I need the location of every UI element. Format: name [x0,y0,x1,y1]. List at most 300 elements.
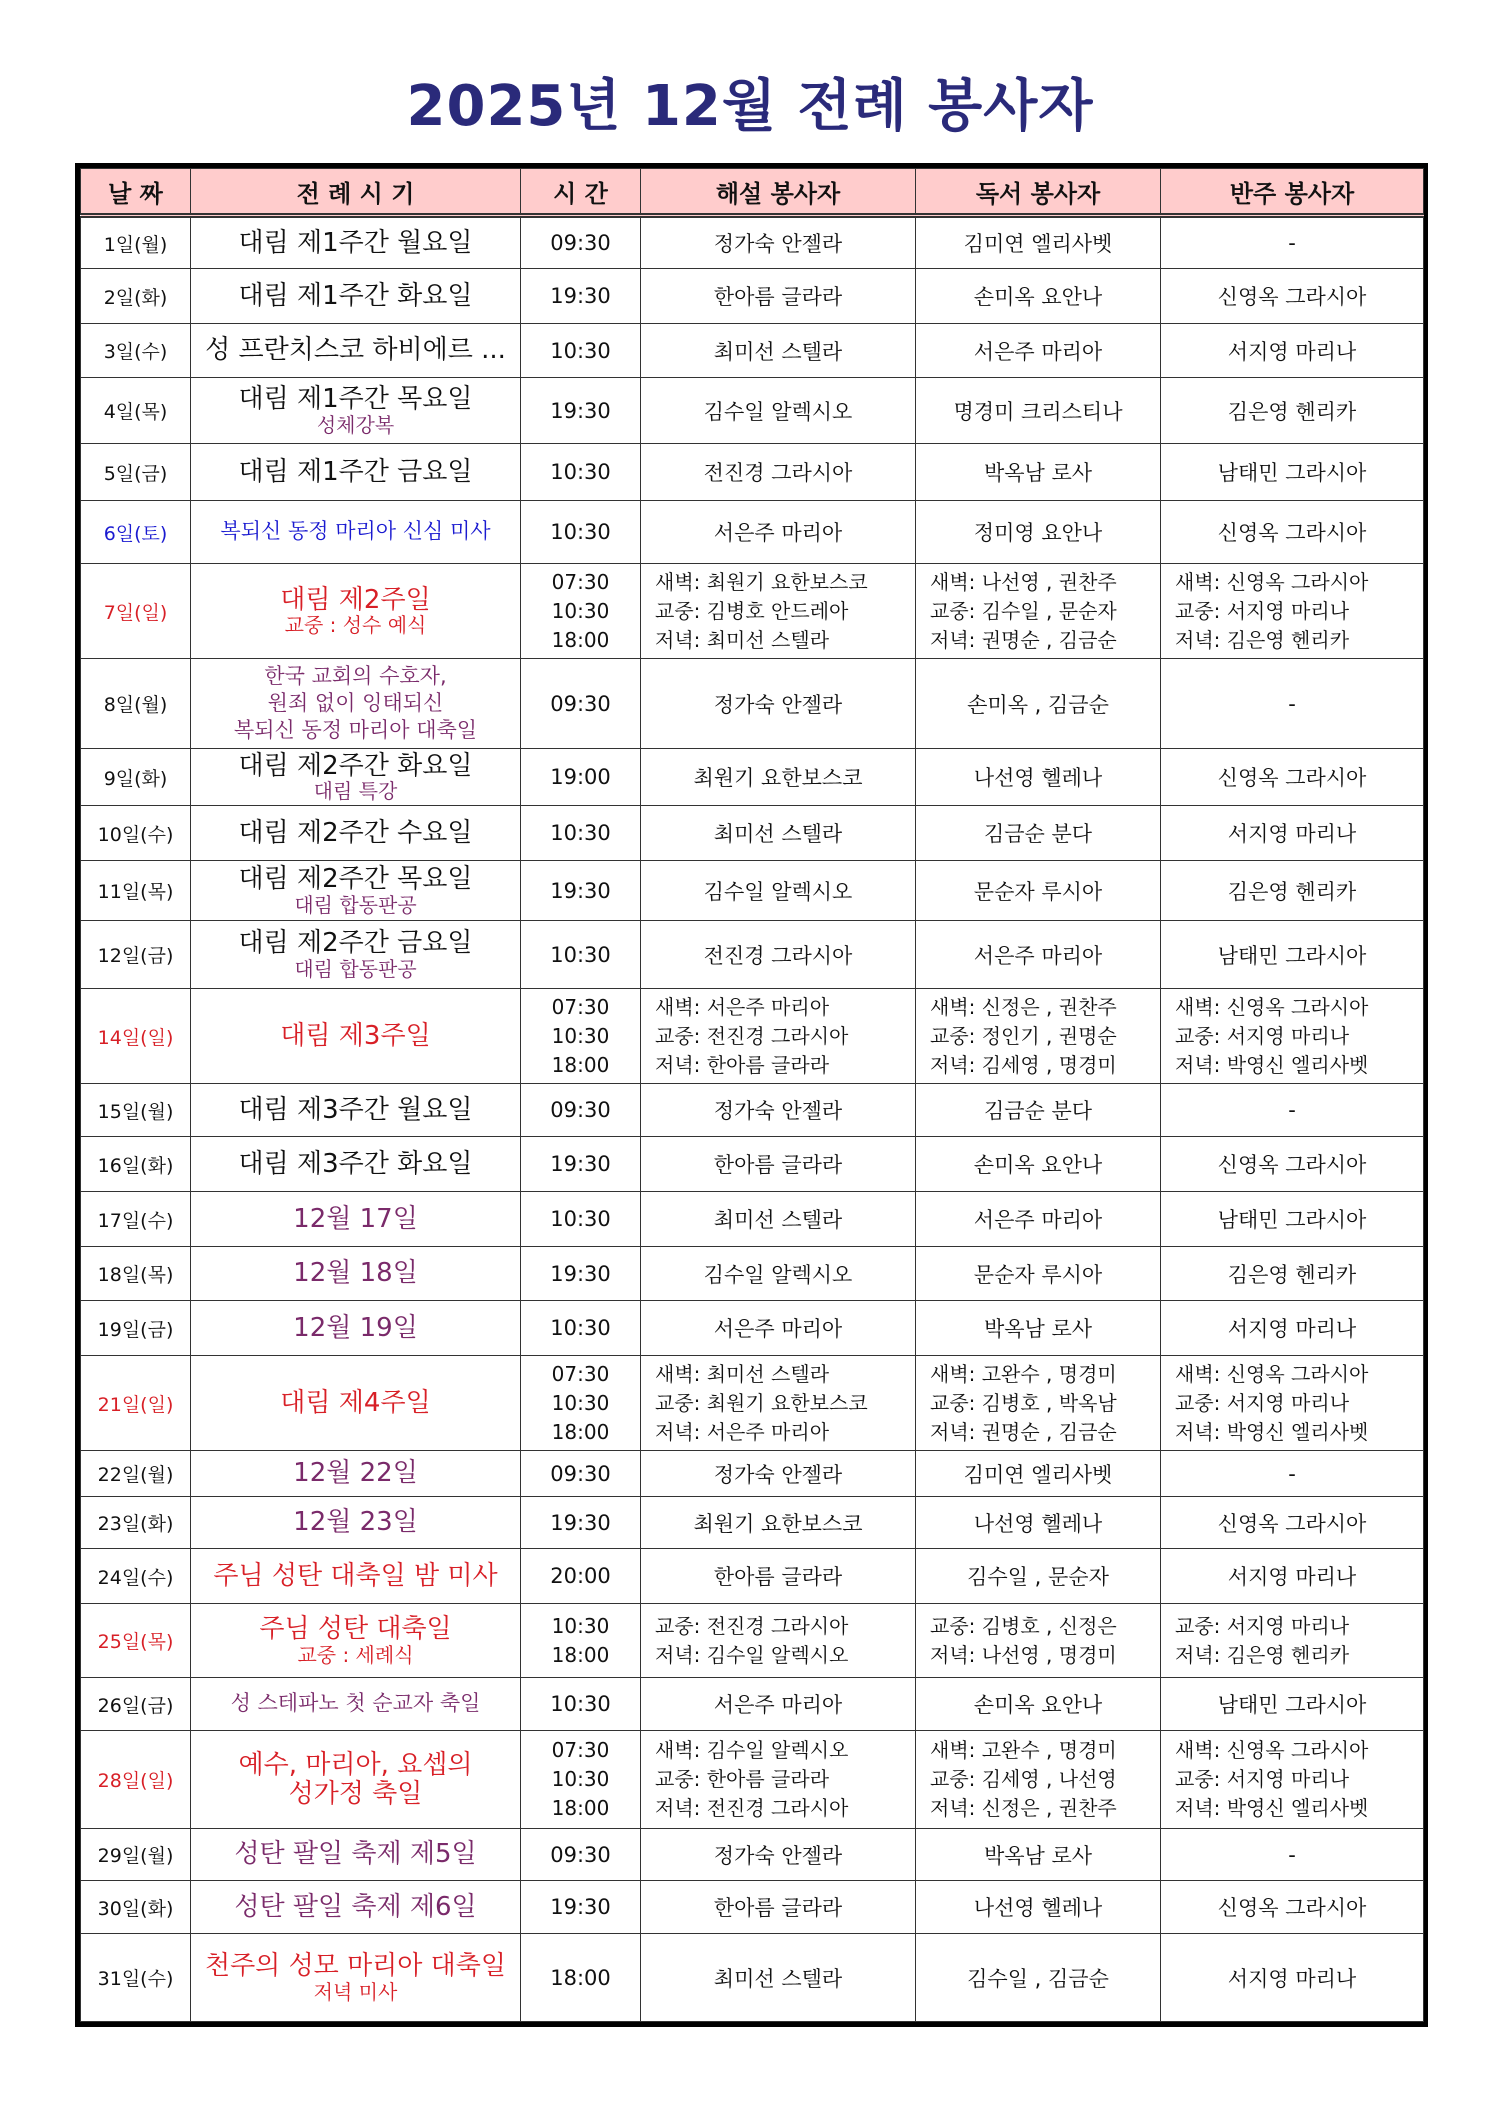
accompanist-cell [1161,989,1424,1084]
table-row [81,1829,1424,1881]
liturgy-title: 12월 18일 [293,1258,418,1289]
commentator-cell-line: 저녁: 김수일 알렉시오 [655,1642,849,1667]
accompanist-cell [1161,1356,1424,1451]
commentator-cell-line: 교중: 전진경 그라시아 [655,1613,849,1638]
commentator-cell: 서은주 마리아 [641,1678,916,1731]
time-cell: 19:30 [521,1497,641,1549]
commentator-cell-line: 저녁: 최미선 스텔라 [655,627,830,652]
reader-cell: 손미옥 요안나 [916,269,1161,324]
date-cell: 10일(수) [81,806,191,861]
commentator-cell: 전진경 그라시아 [641,921,916,989]
time-cell-line: 10:30 [551,1613,610,1638]
date-cell: 31일(수) [81,1934,191,2022]
date-cell: 26일(금) [81,1678,191,1731]
accompanist-cell: 남태민 그라시아 [1161,444,1424,501]
reader-cell-line: 저녁: 신정은 , 권찬주 [930,1796,1117,1820]
time-cell: 19:30 [521,269,641,324]
accompanist-cell: 서지영 마리나 [1161,806,1424,861]
commentator-cell: 최미선 스텔라 [641,806,916,861]
liturgy-title: 주님 성탄 대축일 밤 미사 [213,1560,498,1591]
date-cell: 8일(월) [81,659,191,749]
date-cell: 24일(수) [81,1549,191,1604]
page-title: 2025년 12월 전례 봉사자 [406,74,1094,139]
accompanist-cell-line: 새벽: 신영옥 그라시아 [1175,1738,1369,1762]
accompanist-cell: 신영옥 그라시아 [1161,501,1424,564]
reader-cell: 김미연 엘리사벳 [916,216,1161,269]
liturgy-cell [191,1192,521,1247]
reader-cell-line: 새벽: 고완수 , 명경미 [930,1361,1117,1386]
liturgy-note: 교중 : 성수 예식 [284,613,427,638]
liturgy-title: 대림 제3주간 월요일 [238,1094,473,1125]
table-row [81,1934,1424,2022]
liturgy-title: 원죄 없이 잉태되신 [267,690,444,715]
liturgy-title: 한국 교회의 수호자, [264,663,447,688]
liturgy-title: 12월 19일 [293,1312,418,1343]
liturgy-cell [191,1451,521,1497]
time-cell: 19:30 [521,1247,641,1301]
liturgy-title: 대림 제2주간 목요일 [238,864,473,895]
liturgy-title: 대림 제2주간 수요일 [238,817,473,848]
liturgy-cell [191,378,521,444]
commentator-cell: 정가숙 안젤라 [641,1084,916,1137]
time-cell: 10:30 [521,921,641,989]
liturgy-note: 대림 특강 [313,779,398,804]
time-cell-line: 07:30 [551,569,610,594]
liturgy-title: 12월 23일 [293,1507,418,1538]
time-cell: 09:30 [521,1084,641,1137]
time-cell [521,989,641,1084]
reader-cell-line: 교중: 김세영 , 나선영 [930,1767,1117,1791]
liturgy-cell [191,861,521,921]
liturgy-cell [191,1356,521,1451]
commentator-cell: 한아름 글라라 [641,269,916,324]
liturgy-title: 예수, 마리아, 요셉의 [238,1749,473,1780]
liturgy-title: 12월 17일 [293,1203,418,1234]
liturgy-cell [191,1549,521,1604]
table-row [81,1356,1424,1451]
accompanist-cell: 신영옥 그라시아 [1161,1137,1424,1192]
reader-cell: 김미연 엘리사벳 [916,1451,1161,1497]
commentator-cell-line: 저녁: 전진경 그라시아 [655,1796,849,1820]
date-cell: 28일(일) [81,1731,191,1829]
date-cell: 14일(일) [81,989,191,1084]
table-row [81,324,1424,378]
liturgy-title: 12월 22일 [293,1458,418,1489]
table-row [81,1678,1424,1731]
accompanist-cell-line: 저녁: 김은영 헨리카 [1175,627,1350,652]
liturgy-title: 천주의 성모 마리아 대축일 [204,1951,507,1982]
time-cell-line: 18:00 [551,1642,610,1667]
time-cell-line: 07:30 [551,994,610,1019]
date-cell: 3일(수) [81,324,191,378]
commentator-cell: 서은주 마리아 [641,501,916,564]
liturgy-note: 교중 : 세례식 [297,1642,414,1667]
accompanist-cell [1161,1604,1424,1678]
accompanist-cell: 김은영 헨리카 [1161,1247,1424,1301]
accompanist-cell: 김은영 헨리카 [1161,378,1424,444]
table-row [81,378,1424,444]
time-cell-line: 18:00 [551,1796,610,1820]
table-row [81,444,1424,501]
liturgy-note: 대림 합동판공 [294,892,417,917]
reader-cell: 서은주 마리아 [916,1192,1161,1247]
accompanist-cell [1161,564,1424,659]
reader-cell: 명경미 크리스티나 [916,378,1161,444]
commentator-cell [641,564,916,659]
reader-cell-line: 새벽: 나선영 , 권찬주 [930,569,1117,594]
date-cell: 4일(목) [81,378,191,444]
liturgy-note: 대림 합동판공 [294,956,417,981]
table-row [81,921,1424,989]
accompanist-cell: - [1161,216,1424,269]
accompanist-cell-line: 새벽: 신영옥 그라시아 [1175,1361,1369,1386]
commentator-cell: 최미선 스텔라 [641,1192,916,1247]
time-cell: 10:30 [521,444,641,501]
date-cell: 2일(화) [81,269,191,324]
time-cell: 10:30 [521,1301,641,1356]
reader-cell [916,1356,1161,1451]
time-cell: 19:30 [521,861,641,921]
liturgy-title: 대림 제1주간 금요일 [238,456,473,487]
commentator-cell: 김수일 알렉시오 [641,1247,916,1301]
date-cell: 17일(수) [81,1192,191,1247]
header-time: 시 간 [521,169,641,216]
table-row [81,501,1424,564]
table-row [81,1301,1424,1356]
reader-cell: 서은주 마리아 [916,324,1161,378]
reader-cell-line: 저녁: 나선영 , 명경미 [930,1642,1117,1667]
liturgy-cell [191,1829,521,1881]
header-reader: 독서 봉사자 [916,169,1161,216]
liturgy-title: 성 스테파노 첫 순교자 축일 [230,1691,481,1716]
reader-cell [916,1731,1161,1829]
commentator-cell [641,1356,916,1451]
time-cell: 19:30 [521,1881,641,1934]
time-cell-line: 10:30 [551,1767,610,1791]
accompanist-cell-line: 교중: 서지영 마리나 [1175,1613,1350,1638]
accompanist-cell: 신영옥 그라시아 [1161,1881,1424,1934]
accompanist-cell: - [1161,1451,1424,1497]
schedule-table [75,163,1428,2027]
accompanist-cell-line: 교중: 서지영 마리나 [1175,1767,1350,1791]
time-cell: 10:30 [521,806,641,861]
accompanist-cell: - [1161,1084,1424,1137]
accompanist-cell: 남태민 그라시아 [1161,1192,1424,1247]
reader-cell-line: 저녁: 김세영 , 명경미 [930,1052,1117,1077]
date-cell: 19일(금) [81,1301,191,1356]
commentator-cell: 정가숙 안젤라 [641,216,916,269]
liturgy-title: 복되신 동정 마리아 신심 미사 [220,519,491,544]
accompanist-cell-line: 교중: 서지영 마리나 [1175,1023,1350,1048]
liturgy-cell [191,806,521,861]
reader-cell-line: 저녁: 권명순 , 김금순 [930,1419,1117,1444]
table-row [81,1604,1424,1678]
accompanist-cell: 김은영 헨리카 [1161,861,1424,921]
header-liturgical-season: 전 례 시 기 [191,169,521,216]
liturgy-cell [191,1678,521,1731]
reader-cell: 김수일 , 김금순 [916,1934,1161,2022]
date-cell: 30일(화) [81,1881,191,1934]
reader-cell-line: 교중: 김수일 , 문순자 [930,598,1117,623]
liturgy-title: 대림 제2주간 화요일 [238,750,473,781]
time-cell: 20:00 [521,1549,641,1604]
reader-cell: 나선영 헬레나 [916,749,1161,806]
table-row [81,564,1424,659]
accompanist-cell: 남태민 그라시아 [1161,1678,1424,1731]
time-cell: 09:30 [521,659,641,749]
commentator-cell: 최원기 요한보스코 [641,749,916,806]
accompanist-cell-line: 저녁: 박영신 엘리사벳 [1175,1419,1369,1444]
liturgy-title: 성탄 팔일 축제 제5일 [234,1839,477,1870]
reader-cell [916,989,1161,1084]
reader-cell: 손미옥 , 김금순 [916,659,1161,749]
commentator-cell [641,989,916,1084]
commentator-cell-line: 새벽: 김수일 알렉시오 [655,1738,849,1762]
reader-cell-line: 새벽: 신정은 , 권찬주 [930,994,1117,1019]
table-row [81,1451,1424,1497]
liturgy-title: 복되신 동정 마리아 대축일 [233,718,478,743]
liturgy-cell [191,1137,521,1192]
date-cell: 23일(화) [81,1497,191,1549]
time-cell [521,564,641,659]
date-cell: 12일(금) [81,921,191,989]
reader-cell: 정미영 요안나 [916,501,1161,564]
liturgy-title: 대림 제2주간 금요일 [238,928,473,959]
liturgy-title: 대림 제3주간 화요일 [238,1148,473,1179]
table-row [81,749,1424,806]
reader-cell: 박옥남 로사 [916,1301,1161,1356]
reader-cell: 나선영 헬레나 [916,1497,1161,1549]
reader-cell: 문순자 루시아 [916,1247,1161,1301]
liturgy-cell [191,1084,521,1137]
reader-cell: 김수일 , 문순자 [916,1549,1161,1604]
accompanist-cell: - [1161,659,1424,749]
commentator-cell-line: 저녁: 서은주 마리아 [655,1419,830,1444]
liturgy-cell [191,659,521,749]
accompanist-cell: 서지영 마리나 [1161,1934,1424,2022]
reader-cell: 손미옥 요안나 [916,1137,1161,1192]
liturgy-title: 대림 제1주간 월요일 [238,227,473,258]
time-cell-line: 10:30 [551,598,610,623]
liturgy-title: 성 프란치스코 하비에르 ... [205,335,506,366]
reader-cell: 나선영 헬레나 [916,1881,1161,1934]
table-row [81,269,1424,324]
reader-cell: 김금순 분다 [916,1084,1161,1137]
liturgy-cell [191,1731,521,1829]
table-body [81,216,1424,2022]
commentator-cell-line: 교중: 한아름 글라라 [655,1767,830,1791]
liturgy-note: 성체강복 [316,412,395,437]
commentator-cell: 김수일 알렉시오 [641,378,916,444]
time-cell [521,1731,641,1829]
time-cell: 09:30 [521,1829,641,1881]
table-row [81,1192,1424,1247]
liturgy-cell [191,324,521,378]
commentator-cell: 정가숙 안젤라 [641,1451,916,1497]
commentator-cell: 최미선 스텔라 [641,1934,916,2022]
liturgy-cell [191,1497,521,1549]
accompanist-cell: 남태민 그라시아 [1161,921,1424,989]
time-cell-line: 18:00 [551,627,610,652]
time-cell: 10:30 [521,324,641,378]
liturgy-cell [191,1604,521,1678]
commentator-cell: 한아름 글라라 [641,1137,916,1192]
time-cell-line: 07:30 [551,1738,610,1762]
liturgy-title: 주님 성탄 대축일 [259,1614,452,1645]
liturgy-note: 저녁 미사 [313,1979,398,2004]
date-cell: 9일(화) [81,749,191,806]
accompanist-cell-line: 새벽: 신영옥 그라시아 [1175,569,1369,594]
liturgy-cell [191,444,521,501]
time-cell: 10:30 [521,1192,641,1247]
commentator-cell-line: 새벽: 최미선 스텔라 [655,1361,830,1386]
table-row [81,1137,1424,1192]
liturgy-cell [191,1301,521,1356]
reader-cell: 김금순 분다 [916,806,1161,861]
commentator-cell: 최미선 스텔라 [641,324,916,378]
liturgy-title: 대림 제1주간 화요일 [238,280,473,311]
liturgy-title: 성가정 축일 [288,1778,423,1809]
time-cell [521,1604,641,1678]
date-cell: 18일(목) [81,1247,191,1301]
reader-cell-line: 교중: 정인기 , 권명순 [930,1023,1117,1048]
liturgy-title: 대림 제1주간 목요일 [238,384,473,415]
reader-cell-line: 교중: 김병호 , 박옥남 [930,1390,1117,1415]
accompanist-cell-line: 저녁: 박영신 엘리사벳 [1175,1796,1369,1820]
commentator-cell: 전진경 그라시아 [641,444,916,501]
reader-cell: 박옥남 로사 [916,444,1161,501]
commentator-cell-line: 저녁: 한아름 글라라 [655,1052,830,1077]
header-accompanist: 반주 봉사자 [1161,169,1424,216]
commentator-cell: 최원기 요한보스코 [641,1497,916,1549]
time-cell [521,1356,641,1451]
accompanist-cell: 신영옥 그라시아 [1161,269,1424,324]
liturgy-cell [191,216,521,269]
reader-cell [916,564,1161,659]
liturgy-title: 대림 제3주일 [280,1020,431,1051]
accompanist-cell-line: 저녁: 김은영 헨리카 [1175,1642,1350,1667]
liturgy-cell [191,1881,521,1934]
liturgy-cell [191,1934,521,2022]
time-cell: 19:30 [521,1137,641,1192]
date-cell: 11일(목) [81,861,191,921]
accompanist-cell: - [1161,1829,1424,1881]
time-cell: 19:30 [521,378,641,444]
time-cell: 10:30 [521,1678,641,1731]
table-row [81,989,1424,1084]
date-cell: 22일(월) [81,1451,191,1497]
commentator-cell: 정가숙 안젤라 [641,1829,916,1881]
reader-cell: 문순자 루시아 [916,861,1161,921]
commentator-cell-line: 교중: 최원기 요한보스코 [655,1390,868,1415]
time-cell: 10:30 [521,501,641,564]
accompanist-cell: 서지영 마리나 [1161,1301,1424,1356]
liturgy-cell [191,269,521,324]
commentator-cell: 한아름 글라라 [641,1881,916,1934]
time-cell: 19:00 [521,749,641,806]
table-row [81,1084,1424,1137]
liturgy-cell [191,921,521,989]
date-cell: 1일(월) [81,216,191,269]
time-cell-line: 18:00 [551,1419,610,1444]
date-cell: 29일(월) [81,1829,191,1881]
time-cell-line: 10:30 [551,1023,610,1048]
table-row [81,861,1424,921]
table-row [81,1549,1424,1604]
reader-cell: 박옥남 로사 [916,1829,1161,1881]
table-row [81,1881,1424,1934]
commentator-cell [641,1731,916,1829]
date-cell: 6일(토) [81,501,191,564]
commentator-cell-line: 교중: 전진경 그라시아 [655,1023,849,1048]
date-cell: 21일(일) [81,1356,191,1451]
liturgy-cell [191,749,521,806]
time-cell: 09:30 [521,216,641,269]
date-cell: 5일(금) [81,444,191,501]
table-row [81,806,1424,861]
liturgy-cell [191,564,521,659]
commentator-cell-line: 새벽: 서은주 마리아 [655,994,830,1019]
table-row [81,216,1424,269]
accompanist-cell-line: 저녁: 박영신 엘리사벳 [1175,1052,1369,1077]
accompanist-cell: 서지영 마리나 [1161,324,1424,378]
accompanist-cell: 신영옥 그라시아 [1161,1497,1424,1549]
commentator-cell: 서은주 마리아 [641,1301,916,1356]
reader-cell [916,1604,1161,1678]
liturgy-cell [191,1247,521,1301]
table-row [81,1247,1424,1301]
time-cell-line: 18:00 [551,1052,610,1077]
date-cell: 25일(목) [81,1604,191,1678]
accompanist-cell-line: 교중: 서지영 마리나 [1175,598,1350,623]
reader-cell-line: 새벽: 고완수 , 명경미 [930,1738,1117,1762]
accompanist-cell-line: 교중: 서지영 마리나 [1175,1390,1350,1415]
commentator-cell-line: 교중: 김병호 안드레아 [655,598,849,623]
commentator-cell: 김수일 알렉시오 [641,861,916,921]
liturgy-title: 성탄 팔일 축제 제6일 [234,1891,477,1922]
liturgy-title: 대림 제2주일 [280,584,431,615]
reader-cell-line: 교중: 김병호 , 신정은 [930,1613,1117,1638]
date-cell: 15일(월) [81,1084,191,1137]
commentator-cell-line: 새벽: 최원기 요한보스코 [655,569,868,594]
time-cell-line: 10:30 [551,1390,610,1415]
table-row [81,1497,1424,1549]
reader-cell: 서은주 마리아 [916,921,1161,989]
time-cell: 18:00 [521,1934,641,2022]
date-cell: 16일(화) [81,1137,191,1192]
liturgy-title: 대림 제4주일 [280,1387,431,1418]
header-date: 날 짜 [81,169,191,216]
table-row [81,659,1424,749]
header-commentator: 해설 봉사자 [641,169,916,216]
time-cell: 09:30 [521,1451,641,1497]
liturgy-cell [191,501,521,564]
commentator-cell: 정가숙 안젤라 [641,659,916,749]
reader-cell: 손미옥 요안나 [916,1678,1161,1731]
reader-cell-line: 저녁: 권명순 , 김금순 [930,627,1117,652]
accompanist-cell: 서지영 마리나 [1161,1549,1424,1604]
table-header-row [81,169,1424,216]
accompanist-cell: 신영옥 그라시아 [1161,749,1424,806]
commentator-cell [641,1604,916,1678]
table-row [81,1731,1424,1829]
liturgy-cell [191,989,521,1084]
accompanist-cell-line: 새벽: 신영옥 그라시아 [1175,994,1369,1019]
time-cell-line: 07:30 [551,1361,610,1386]
accompanist-cell [1161,1731,1424,1829]
commentator-cell: 한아름 글라라 [641,1549,916,1604]
date-cell: 7일(일) [81,564,191,659]
